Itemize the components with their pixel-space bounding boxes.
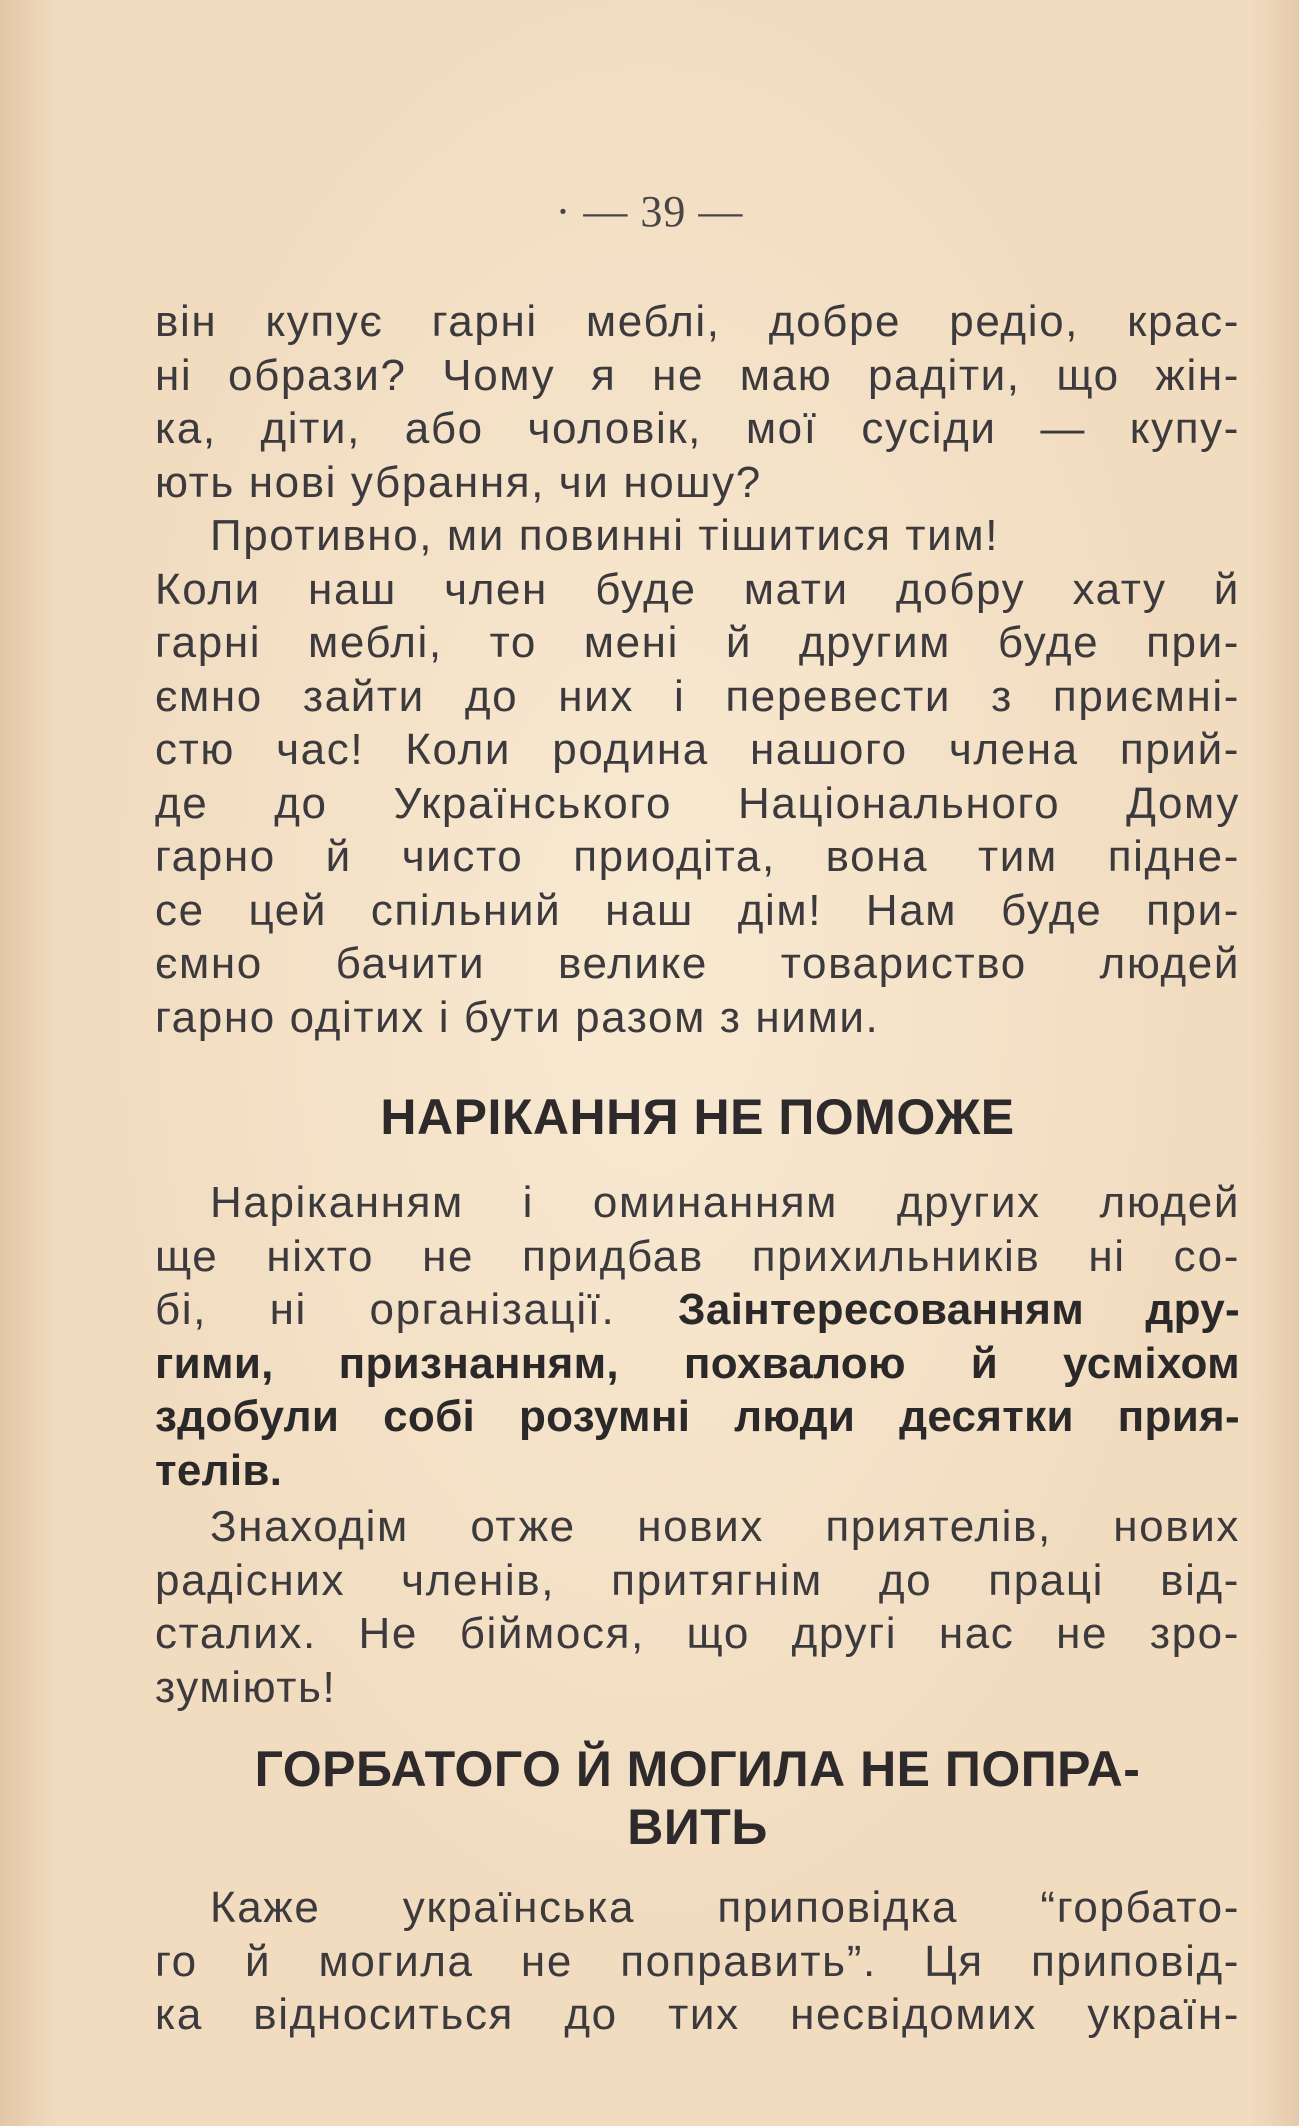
text-line: радісних членів, притягнім до праці від- [155,1555,1240,1605]
text-line: зуміють! [155,1662,337,1712]
text-line-mixed [155,1283,1240,1337]
text-line: Коли наш член буде мати добру хату й [155,564,1240,614]
text-line: се цей спільний наш дім! Нам буде при- [155,885,1240,935]
text-line: гарно одітих і бути разом з ними. [155,992,880,1042]
text-line: Наріканням і оминанням других людей [210,1178,1240,1227]
text-line: ще ніхто не придбав прихильників ні со- [155,1231,1240,1281]
text-line: він купує гарні меблі, добре редіо, крас- [155,297,1240,346]
paragraph-block-4 [155,1881,1240,2042]
text-line: ка, діти, або чоловік, мої сусіди — купу- [155,404,1240,453]
paragraph-block-1 [155,295,1240,1044]
heading-line: ВИТЬ [627,1799,768,1855]
text-line: Знаходім отже нових приятелів, нових [210,1502,1240,1551]
text-line: ємно бачити велике товариство людей [155,939,1240,988]
page-number: · — 39 — [555,187,744,236]
heading-line: ГОРБАТОГО Й МОГИЛА НЕ ПОПРА- [254,1741,1141,1797]
bold-text-line: гими, признанням, похвалою й усміхом [155,1338,1240,1388]
heading-line: НАРІКАННЯ НЕ ПОМОЖЕ [380,1089,1015,1145]
text-line: Каже українська приповідка “горбато- [210,1883,1240,1932]
section-heading-2 [155,1740,1240,1856]
bold-text: Заінтересованням дру- [678,1285,1240,1334]
text-line: го й могила не поправить”. Ця приповід- [155,1936,1240,1986]
bold-text-line: телів. [155,1445,283,1495]
text-line: ка відноситься до тих несвідомих україн- [155,1990,1240,2039]
text-line: ють нові убрання, чи ношу? [155,457,762,507]
text-line: сталих. Не біймося, що другі нас не зро- [155,1609,1240,1658]
section-heading-1 [155,1088,1240,1146]
regular-text: бі, ні організації. [155,1285,679,1334]
paragraph-block-2 [155,1176,1240,1497]
text-line: гарно й чисто приодіта, вона тим підне- [155,832,1240,881]
text-line: Противно, ми повинні тішитися тим! [210,511,1000,560]
text-line: стю час! Коли родина нашого члена прий- [155,725,1240,774]
text-line: ємно зайти до них і перевести з приємні- [155,671,1240,721]
text-line: ні образи? Чому я не маю радіти, що жін- [155,350,1240,400]
text-line: де до Українського Національного Дому [155,778,1240,828]
paragraph-block-3 [155,1500,1240,1714]
text-line: гарні меблі, то мені й другим буде при- [155,618,1240,667]
bold-text-line: здобули собі розумні люди десятки прия- [155,1392,1240,1441]
